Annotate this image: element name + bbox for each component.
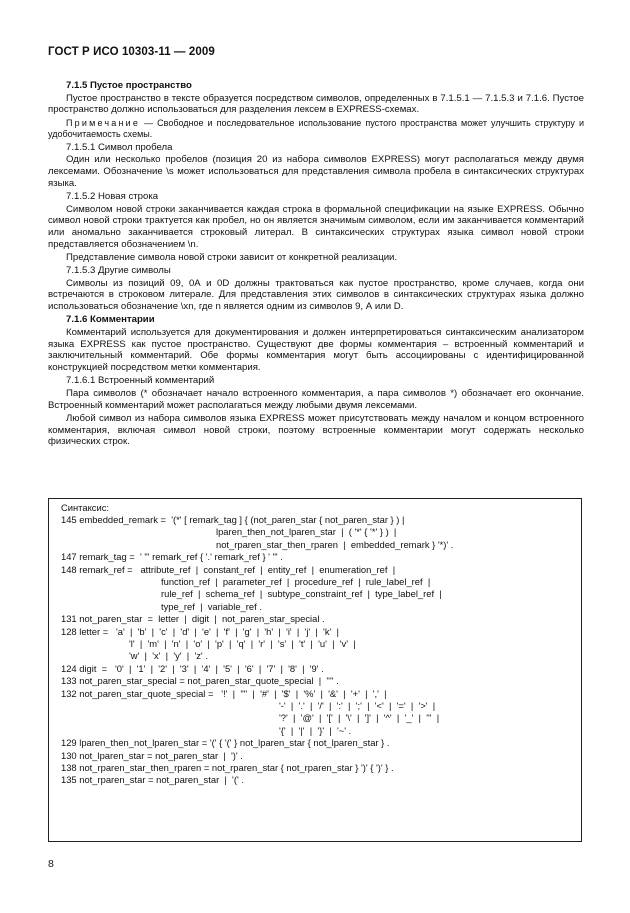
subsection-heading-7-1-5-3: 7.1.5.3 Другие символы [66,265,171,277]
note-text: — Свободное и последовательное использование пустого пространства может улучшить структуру и удобочитаемость схемы. [48,117,584,139]
paragraph: Символом новой строки заканчивается каждая строка в формальной спецификации на языке EXPRESS. Обычно символ новой строки трактуется как пробел, но он является значимым символом, если им заканчивается комментарий или аномально заканчивается строковый литерал. В синтаксических структурах языка символ новой строки представляется обозначением \n. [48,203,584,250]
page-number: 8 [48,858,54,870]
syntax-line: '-' | '.' | '/' | ':' | ';' | '<' | '=' | '>' | [279,700,436,711]
syntax-line: 130 not_lparen_star = not_paren_star | ')' . [61,749,243,761]
syntax-line: 'w' | 'x' | 'y' | 'z' . [129,650,208,662]
subsection-heading-7-1-6-1: 7.1.6.1 Встроенный комментарий [66,375,215,387]
syntax-line: '?' | '@' | '[' | '\' | ']' | '^' | '_' | ''' | [279,712,440,724]
paragraph: Пара символов (* обозначает начало встроенного комментария, а пара символов *) обозначает его окончание. Встроенный комментарий может располагаться между любыми двумя лексемами. [48,388,584,411]
note [48,118,584,140]
paragraph: Символы из позиций 09, 0А и 0D должны трактоваться как пустое пространство, кроме случаев, когда они встречаются в строковом литерале. Для представления этих символов в синтаксических структурах языка должно использоваться обозначение \xn, где n является одним из символов 9, А или D. [48,277,584,313]
syntax-title: Синтаксис: [61,502,110,513]
syntax-line: 147 remark_tag = ' "' remark_ref { '.' remark_ref } ' "' . [61,551,283,563]
note-label: Примечание [66,117,141,128]
paragraph: Любой символ из набора символов языка EXPRESS может присутствовать между началом и концом встроенного комментария, включая символ новой строки, поэтому встроенные комментарии могут содержать несколько физических строк. [48,412,584,448]
syntax-line: not_rparen_star_then_rparen | embedded_remark } '*)' . [216,538,454,550]
syntax-line: 145 embedded_remark = '(*' [ remark_tag ] { (not_paren_star { not_paren_star } ) | [61,514,405,525]
syntax-line: function_ref | parameter_ref | procedure_ref | rule_label_ref | [161,576,431,587]
document-header: ГОСТ Р ИСО 10303-11 — 2009 [48,46,215,58]
syntax-line: 131 not_paren_star = letter | digit | not_paren_star_special . [61,613,325,625]
syntax-line: 138 not_rparen_star_then_rparen = not_rparen_star { not_rparen_star } ')' { ')' } . [61,762,394,773]
syntax-line: 'l' | 'm' | 'n' | 'o' | 'p' | 'q' | 'r' | 's' | 't' | 'u' | 'v' | [129,638,356,649]
section-heading-7-1-5: 7.1.5 Пустое пространство [66,80,192,91]
syntax-line: 133 not_paren_star_special = not_paren_star_quote_special | '''' . [61,675,339,687]
subsection-heading-7-1-5-2: 7.1.5.2 Новая строка [66,190,159,202]
paragraph: Пустое пространство в тексте образуется посредством символов, определенных в 7.1.5.1 — 7.1.5.3 и 7.1.6. Пустое пространство должно использоваться для разделения лексем в EXPRESS-схемах. [48,92,584,116]
syntax-line: 128 letter = 'a' | 'b' | 'c' | 'd' | 'e' | 'f' | 'g' | 'h' | 'i' | 'j' | 'k' | [61,625,339,637]
paragraph: Комментарий используется для документирования и должен интерпретироваться синтаксическим анализатором языка EXPRESS как пустое пространство. Существуют две формы комментария – встроенный комментарий и заключительный комментарий. Обе формы комментария могут быть ассоциированы с идентифицированной конструкцией посредством метки комментария. [48,327,584,374]
syntax-line: 148 remark_ref = attribute_ref | constant_ref | entity_ref | enumeration_ref | [61,563,396,575]
subsection-heading-7-1-5-1: 7.1.5.1 Символ пробела [66,141,173,153]
syntax-line: 129 lparen_then_not_lparen_star = '(' { '(' } not_lparen_star { not_lparen_star } . [61,737,390,749]
syntax-line: '{' | '|' | '}' | '~' . [279,724,352,736]
paragraph: Один или несколько пробелов (позиция 20 из набора символов EXPRESS) могут располагаться между двумя лексемами. Обозначение \s может использоваться для представления символа пробела в синтаксических структурах языка. [48,154,584,189]
syntax-line: type_ref | variable_ref . [161,600,262,612]
syntax-line: 132 not_paren_star_quote_special = '!' | '"' | '#' | '$' | '%' | '&' | '+' | ',' | [61,687,387,699]
syntax-line: rule_ref | schema_ref | subtype_constraint_ref | type_label_ref | [161,588,442,600]
paragraph: Представление символа новой строки зависит от конкретной реализации. [66,251,398,263]
syntax-line: 135 not_rparen_star = not_paren_star | '(' . [61,774,244,786]
section-heading-7-1-6: 7.1.6 Комментарии [66,314,155,326]
syntax-box [48,498,582,842]
document-body [48,80,584,450]
syntax-line: 124 digit = '0' | '1' | '2' | '3' | '4' | '5' | '6' | '7' | '8' | '9' . [61,662,324,674]
syntax-line: lparen_then_not_lparen_star | ( '*' { '*' } ) | [216,526,397,538]
